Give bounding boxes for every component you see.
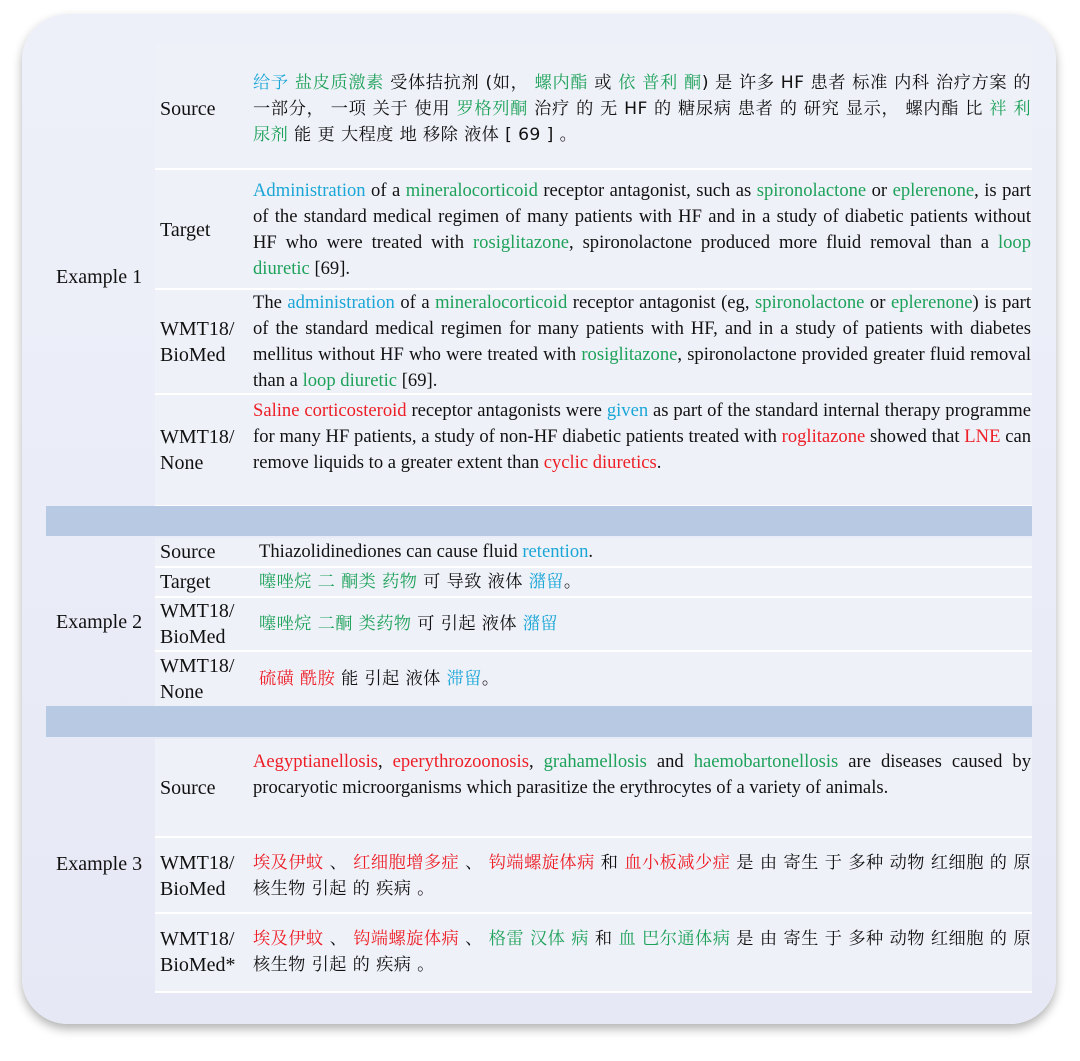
row-text (253, 850, 1031, 902)
highlighted-term: spironolactone (754, 292, 865, 313)
highlighted-term: Aegyptianellosis (253, 751, 378, 772)
highlighted-term: rosiglitazone (581, 344, 678, 365)
highlighted-term: grahamellosis (543, 751, 647, 772)
text-segment: are diseases caused by procaryotic microorganisms which parasitize the erythrocytes of a variety of animals. (253, 751, 1032, 798)
row-label: Source (160, 98, 216, 120)
row-text (259, 611, 558, 637)
text-segment: and (646, 751, 694, 772)
highlighted-term: eperythrozoonosis (392, 751, 529, 772)
highlighted-term: 埃及伊蚊 (253, 853, 324, 873)
example-label: Example 3 (56, 853, 143, 875)
highlighted-term: eplerenone (890, 292, 973, 313)
row-label: WMT18/ BioMed* (160, 928, 236, 976)
row-label: Target (160, 219, 211, 241)
highlighted-term: retention (522, 541, 589, 562)
text-segment: [69]. (309, 258, 351, 279)
text-segment: or (866, 180, 893, 201)
example-label: Example 2 (56, 611, 143, 633)
text-segment: Thiazolidinediones can cause fluid (259, 541, 523, 562)
text-segment: , (528, 751, 544, 772)
highlighted-term: 埃及伊蚊 (253, 929, 324, 949)
highlighted-term: 盐皮质激素 (294, 73, 385, 93)
highlighted-term: 噻唑烷 二酮 类药物 (259, 614, 412, 634)
highlighted-term: 钩端螺旋体病 (353, 929, 460, 949)
text-segment: 治疗 的 无 HF 的 糖尿病 患者 的 研究 显示， 螺内酯 比 (528, 99, 990, 119)
text-segment: or (864, 292, 891, 313)
row-text (259, 539, 593, 565)
highlighted-term: loop diuretic (302, 370, 398, 391)
example-separator (46, 706, 1032, 737)
highlighted-term: given (606, 400, 649, 421)
example-label: Example 1 (56, 266, 143, 288)
row-text (253, 926, 1031, 978)
text-segment: 受体拮抗剂 (如， (384, 73, 535, 93)
text-segment: receptor antagonist (eg, (567, 292, 755, 313)
highlighted-term: loop diuretic (253, 232, 1031, 279)
text-segment: of a (394, 292, 436, 313)
highlighted-term: mineralocorticoid (435, 292, 568, 313)
text-segment: 和 (588, 929, 619, 949)
row-text (253, 178, 1031, 282)
row-label: WMT18/ None (160, 426, 235, 474)
row-label: WMT18/ BioMed (160, 852, 235, 900)
highlighted-term: 罗格列酮 (456, 99, 529, 119)
text-segment: of a (365, 180, 406, 201)
row-label: Source (160, 777, 216, 799)
highlighted-term: administration (287, 292, 395, 313)
highlighted-term: 给予 (253, 73, 289, 93)
highlighted-term: haemobartonellosis (693, 751, 839, 772)
highlighted-term: 血小板减少症 (624, 853, 731, 873)
text-segment: as part of the standard internal therapy programme for many HF patients, a study of non-HF diabetic patients treated with (253, 400, 1031, 447)
highlighted-term: 血 巴尔通体病 (618, 929, 731, 949)
text-segment: ) 是 许多 HF 患者 标准 内科 治疗方案 的 一部分， 一项 关于 使用 (253, 73, 1031, 119)
highlighted-term: 袢 利尿剂 (253, 99, 1031, 145)
text-segment: 或 (588, 73, 619, 93)
text-segment: . (588, 541, 594, 562)
row-label: WMT18/ BioMed (160, 600, 235, 648)
row-label: WMT18/ BioMed (160, 318, 235, 366)
text-segment: receptor antagonist, such as (537, 180, 757, 201)
highlighted-term: 滞留 (446, 669, 482, 689)
text-segment: ) is part of the standard medical regimen for many patients with HF, and in a study of patients with diabetes mellitus without HF who were treated with (253, 292, 1031, 365)
text-segment: 。 (563, 572, 582, 592)
text-segment: 是 由 寄生 于 多种 动物 红细胞 的 原核生物 引起 的 疾病 。 (253, 853, 1031, 899)
highlighted-term: eplerenone (892, 180, 975, 201)
highlighted-term: 钩端螺旋体病 (488, 853, 595, 873)
text-segment: 能 更 大程度 地 移除 液体 [ 69 ] 。 (288, 125, 578, 145)
text-segment: showed that (865, 426, 965, 447)
highlighted-term: 潴留 (528, 572, 564, 592)
highlighted-term: Administration (253, 180, 366, 201)
row-text (259, 569, 581, 595)
highlighted-term: 格雷 汉体 病 (488, 929, 589, 949)
text-segment: receptor antagonists were (406, 400, 607, 421)
text-segment: , is part of the standard medical regimen of many patients with HF and in a study of diabetic patients without HF who were treated with (253, 180, 1032, 253)
row-text (253, 290, 1031, 394)
highlighted-term: 红细胞增多症 (353, 853, 460, 873)
highlighted-term: cyclic diuretics (543, 452, 657, 473)
text-segment: 、 (459, 853, 489, 873)
highlighted-term: LNE (964, 426, 1001, 447)
text-segment: . (656, 452, 662, 473)
text-segment: 、 (323, 853, 354, 873)
highlighted-term: roglitazone (781, 426, 866, 447)
highlighted-term: rosiglitazone (472, 232, 570, 253)
row-text (253, 749, 1031, 801)
row-text (253, 70, 1031, 148)
row-label: Source (160, 541, 216, 563)
text-segment: 、 (323, 929, 354, 949)
highlighted-term: 硫磺 酰胺 (259, 669, 336, 689)
highlighted-term: 潴留 (522, 614, 559, 634)
text-segment: 。 (481, 669, 500, 689)
row-text (253, 398, 1031, 476)
highlighted-term: 依 普利 酮 (618, 73, 702, 93)
text-segment: can remove liquids to a greater extent than (253, 426, 1032, 473)
text-segment: , spironolactone produced more fluid removal than a (569, 232, 998, 253)
text-segment: The (253, 292, 288, 313)
text-segment: 能 引起 液体 (335, 669, 447, 689)
text-segment: 、 (459, 929, 489, 949)
text-segment: , spironolactone provided greater fluid removal than a (253, 344, 1031, 391)
highlighted-term: 螺内酯 (534, 73, 589, 93)
text-segment: 可 引起 液体 (411, 614, 523, 634)
text-segment: 和 (594, 853, 625, 873)
highlighted-term: 噻唑烷 二 酮类 药物 (259, 572, 418, 592)
row-text (259, 666, 499, 692)
text-segment: , (377, 751, 393, 772)
row-label: Target (160, 571, 211, 593)
highlighted-term: mineralocorticoid (405, 180, 538, 201)
highlighted-term: Saline corticosteroid (253, 400, 407, 421)
text-segment: [69]. (397, 370, 438, 391)
row-label: WMT18/ None (160, 655, 235, 703)
highlighted-term: spironolactone (756, 180, 867, 201)
text-segment: 可 导致 液体 (417, 572, 529, 592)
example-separator (46, 506, 1032, 536)
text-segment: 是 由 寄生 于 多种 动物 红细胞 的 原核生物 引起 的 疾病 。 (253, 929, 1031, 975)
